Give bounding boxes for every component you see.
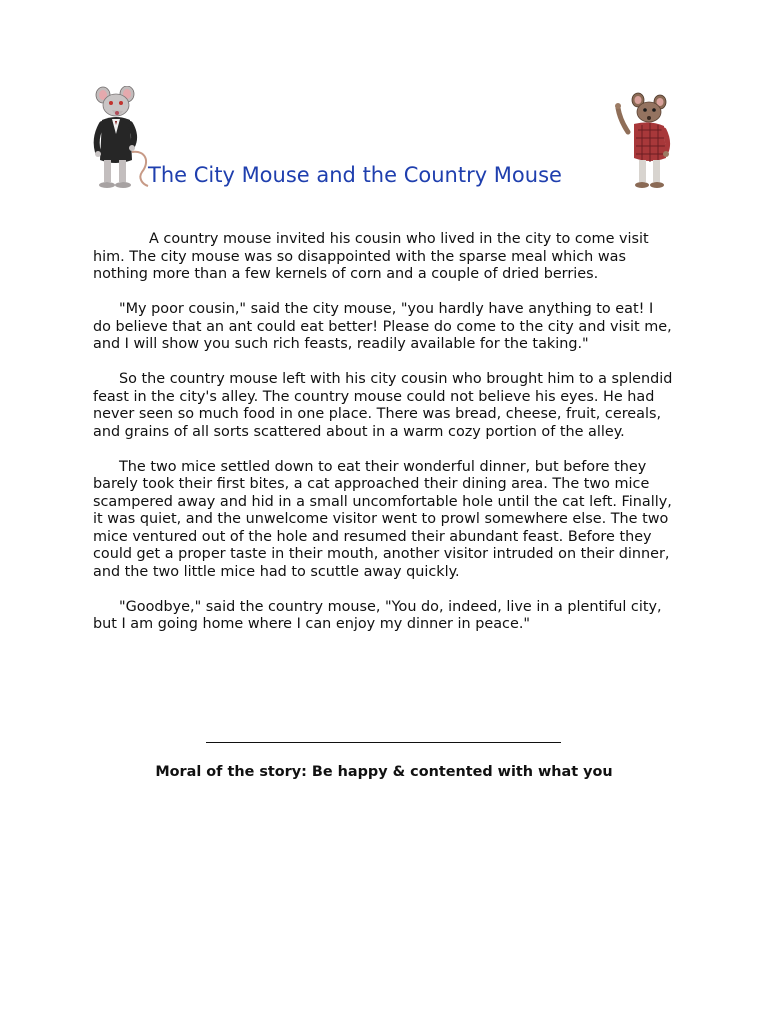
story-paragraph: A country mouse invited his cousin who lived in the city to come visit him. The city mouse was so disappointed with the sparse meal which was nothing more than a few kernels of corn and a couple of dried berries. bbox=[93, 231, 649, 283]
country-mouse-illustration bbox=[612, 92, 674, 190]
city-mouse-illustration bbox=[92, 86, 152, 190]
moral-text: Moral of the story: Be happy & contented with what you bbox=[155, 764, 613, 780]
story-paragraph: "My poor cousin," said the city mouse, "you hardly have anything to eat! I do believe that an ant could eat better! Please do come to the city and visit me, and I will show you such rich feasts, readily available for the taking." bbox=[93, 300, 672, 353]
story-title: The City Mouse and the Country Mouse bbox=[148, 163, 562, 187]
story-paragraph: The two mice settled down to eat their wonderful dinner, but before they barely took their first bites, a cat approached their dining area. The two mice scampered away and hid in a small uncomfortable hole until the cat left. Finally, it was quiet, and the unwelcome visitor went to prowl somewhere else. The two mice ventured out of the hole and resumed their abundant feast. Before they could get a proper taste in their mouth, another visitor intruded on their dinner, and the two little mice had to scuttle away quickly. bbox=[93, 458, 672, 581]
divider-line bbox=[206, 742, 561, 743]
story-paragraph: "Goodbye," said the country mouse, "You do, indeed, live in a plentiful city, but I am going home where I can enjoy my dinner in peace." bbox=[93, 598, 662, 633]
story-paragraph: So the country mouse left with his city cousin who brought him to a splendid feast in the city's alley. The country mouse could not believe his eyes. He had never seen so much food in one place. There was bread, cheese, fruit, cereals, and grains of all sorts scattered about in a warm cozy portion of the alley. bbox=[93, 370, 673, 440]
story-body bbox=[93, 231, 675, 651]
